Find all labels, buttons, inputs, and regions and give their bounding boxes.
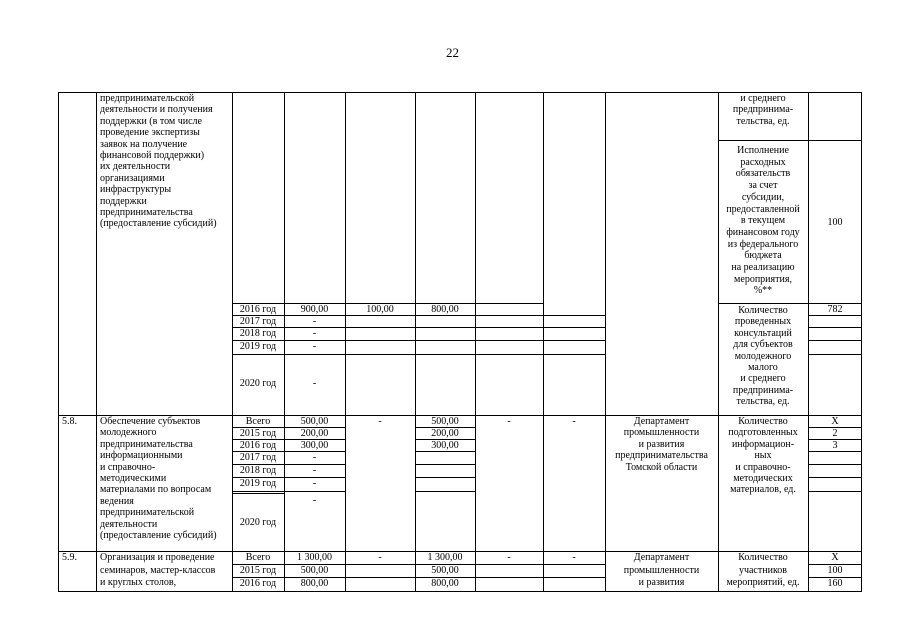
activity-text-line: (предоставление субсидий) [100,530,217,541]
indicator-text-line: за счет [748,180,778,192]
indicator-text-line: проведенных [734,316,792,328]
department-text-line: Томской области [625,461,698,473]
indicator-text-line: предпринима- [732,104,794,116]
indicator-value: 100 [827,565,843,576]
year-label: 2017 год [239,316,277,327]
indicator-text-line: субсидии, [741,191,785,203]
activity-text-line: проведение экспертизы [100,127,200,139]
indicator-text-line: Исполнение [737,145,789,156]
amount-total: - [312,378,317,389]
year-label: 2015 год [239,428,277,439]
indicator-text-line: ных [754,450,772,462]
column-divider [475,92,476,592]
activity-text-line: информационными [100,450,183,462]
indicator-text-line: в текущем [740,215,786,227]
department-text-line: Департамент [633,416,690,427]
activity-text-line: поддержки [100,195,147,207]
department-text-line: и развития [638,577,685,589]
indicator-value: 3 [832,440,838,451]
row-divider [232,491,345,492]
activity-text-line: Организация и проведение [100,552,215,563]
indicator-text-line: подготовленных [728,427,798,439]
column-divider [543,92,544,592]
column-divider [605,92,606,592]
indicator-text-line: тельства, ед. [736,396,790,408]
row-divider [808,477,862,478]
row-divider [808,464,862,465]
department-text-line: промышленности [623,564,700,576]
year-label: 2019 год [239,478,277,489]
amount-federal: 100,00 [366,304,394,315]
amount-total: 1 300,00 [297,552,332,563]
page-number: 22 [446,45,459,60]
column-divider [808,92,809,592]
activity-text-line: предпринимательства [100,207,193,218]
department-text-line: и развития [638,438,685,450]
column-divider [415,92,416,592]
indicator-text-line: из федерального [727,238,799,250]
year-label: 2018 год [239,328,277,339]
indicator-text-line: информацион- [731,438,795,450]
amount-regional: 500,00 [431,416,459,427]
activity-text-line: предпринимательства [100,438,193,450]
year-label: 2016 год [239,578,277,589]
amount-regional: 1 300,00 [427,552,463,563]
indicator-text-line: мероприятий, ед. [726,577,800,589]
indicator-text-line: мероприятия, [734,273,792,285]
activity-text-line: предпринимательской [100,93,195,104]
indicator-text-line: тельства, ед. [736,115,790,127]
activity-text-line: их деятельности [100,161,171,173]
amount-total: 300,00 [300,440,329,451]
row-divider [232,493,284,494]
year-label: 2016 год [239,304,277,315]
amount-total: - [312,316,317,327]
activity-text-line: поддержки (в том числе [100,115,202,127]
row-divider [718,140,862,141]
activity-text-line: и круглых столов, [100,577,177,589]
activity-text-line: и справочно- [100,461,156,473]
indicator-text-line: материалов, ед. [730,484,796,496]
amount-total: - [312,328,317,339]
amount-total: - [312,452,317,463]
indicator-value: 782 [827,304,843,315]
indicator-value: X [831,552,839,563]
activity-text-line: Обеспечение субъектов [100,416,201,427]
year-label: 2016 год [239,440,277,451]
activity-text-line: инфраструктуры [100,184,172,196]
indicator-text-line: %** [753,285,773,297]
activity-text-line: деятельности и получения [100,104,213,116]
department-text-line: предпринимательства [615,450,708,462]
amount-regional: 800,00 [431,578,459,589]
department-text-line: промышленности [623,427,700,439]
column-divider [345,92,346,592]
indicator-text-line: обязательств [735,168,791,180]
indicator-value: 100 [827,217,843,228]
activity-text-line: материалами по вопросам [100,484,212,496]
indicator-text-line: консультаций [734,327,792,339]
row-divider [808,327,862,328]
amount-total: - [312,341,317,352]
row-divider [415,477,475,478]
activity-text-line: деятельности [100,518,158,530]
amount-other: - [572,552,576,563]
amount-total: 500,00 [300,416,329,427]
row-divider [808,491,862,492]
activity-text-line: ведения [100,495,134,507]
activity-text-line: предпринимательской [100,507,195,519]
activity-text-line: финансовой поддержки) [100,150,205,161]
amount-federal: - [378,416,382,427]
indicator-value: 2 [832,428,838,439]
row-divider [808,340,862,341]
activity-text-line: семинаров, мастер-классов [100,564,216,576]
activity-text-line: (предоставление субсидий) [100,218,217,230]
activity-text-line: методическими [100,473,167,484]
row-divider [808,354,862,355]
amount-total: 200,00 [300,428,329,439]
indicator-value: X [831,416,839,427]
indicator-text-line: на реализацию [731,262,795,273]
year-label: 2018 год [239,465,277,476]
indicator-text-line: методических [733,473,793,484]
amount-regional: 800,00 [431,304,459,315]
amount-municipal: - [507,416,511,427]
year-label: 2017 год [239,452,277,463]
amount-total: - [312,478,317,489]
indicator-text-line: предоставленной [726,203,800,215]
department-text-line: Департамент [633,552,690,563]
row-divider [415,491,475,492]
indicator-text-line: Количество [738,416,788,427]
year-label: 2020 год [239,517,277,528]
amount-regional: 500,00 [431,565,459,576]
indicator-text-line: и среднего [740,373,786,385]
indicator-text-line: молодежного [734,350,792,362]
indicator-text-line: предпринима- [732,384,794,396]
indicator-text-line: и справочно- [735,461,791,473]
amount-other: - [572,416,576,427]
year-label: 2019 год [239,341,277,352]
indicator-text-line: участников [738,564,788,576]
indicator-text-line: финансовом году [726,226,800,238]
amount-total: - [312,465,317,476]
indicator-text-line: малого [748,362,778,373]
amount-total: - [312,495,317,506]
amount-regional: 200,00 [431,428,459,439]
amount-total: 800,00 [300,578,329,589]
indicator-text-line: Количество [738,552,788,563]
item-number: 5.8. [62,416,77,427]
activity-text-line: молодежного [100,427,157,439]
activity-text-line: заявок на получение [100,138,188,150]
year-label: 2020 год [239,378,277,389]
activity-text-line: организациями [100,172,165,184]
indicator-text-line: Количество [738,305,788,316]
year-label: Всего [245,552,271,563]
indicator-text-line: и среднего [740,93,786,104]
year-label: Всего [245,416,271,427]
row-divider [415,464,475,465]
item-number: 5.9. [62,552,77,563]
amount-regional: 300,00 [431,440,459,451]
year-label: 2015 год [239,565,277,576]
column-divider [96,92,97,592]
amount-municipal: - [507,552,511,563]
indicator-text-line: расходных [740,156,786,168]
indicator-text-line: для субъектов [733,339,793,351]
indicator-text-line: бюджета [744,250,782,262]
amount-total: 500,00 [300,565,329,576]
amount-federal: - [378,552,382,563]
row-divider [232,354,543,355]
indicator-value: 160 [827,578,843,589]
amount-total: 900,00 [300,304,329,315]
